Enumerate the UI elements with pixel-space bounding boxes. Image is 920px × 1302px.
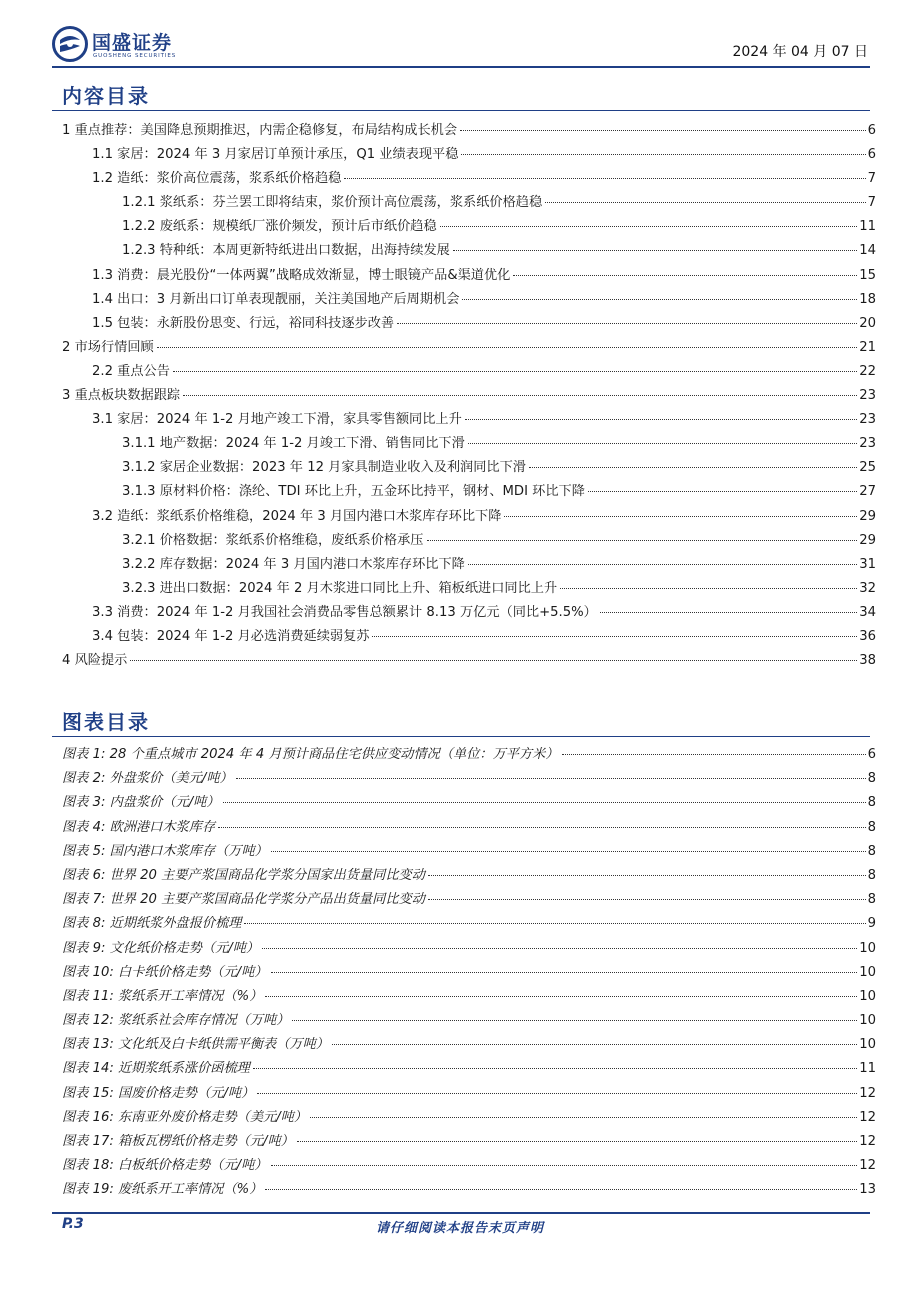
entry-label: 图表 4: 欧洲港口木浆库存: [62, 819, 216, 835]
entry-label: 1.2 造纸：浆价高位震荡，浆系纸价格趋稳: [92, 171, 342, 187]
entry-page: 8: [867, 771, 876, 787]
toc-entry[interactable]: [62, 456, 876, 480]
page-number: P.3: [62, 1216, 84, 1232]
toc-entry[interactable]: [62, 480, 876, 504]
entry-page: 12: [859, 1158, 876, 1174]
contents-divider: [52, 110, 870, 111]
entry-page: 27: [859, 484, 876, 500]
entry-page: 11: [859, 1061, 876, 1077]
entry-label: 3.1.2 家居企业数据：2023 年 12 月家具制造业收入及利润同比下滑: [122, 460, 526, 476]
entry-label: 图表 19: 废纸系开工率情况（%）: [62, 1182, 263, 1198]
entry-page: 12: [859, 1085, 876, 1101]
toc-entry[interactable]: [62, 432, 876, 456]
dot-leader: [223, 802, 866, 803]
entry-label: 图表 1: 28 个重点城市 2024 年 4 月预计商品住宅供应变动情况（单位：万平方米）: [62, 747, 559, 762]
figure-entry[interactable]: [62, 1033, 876, 1057]
entry-page: 8: [867, 843, 876, 859]
entry-page: 34: [859, 604, 876, 620]
entry-label: 图表 10: 白卡纸价格走势（元/吨）: [62, 964, 268, 980]
entry-label: 图表 14: 近期浆纸系涨价函梳理: [62, 1061, 250, 1077]
entry-label: 3.2.3 进出口数据：2024 年 2 月木浆进口同比上升、箱板纸进口同比上升: [122, 580, 558, 596]
dot-leader: [465, 419, 857, 420]
dot-leader: [292, 1020, 857, 1021]
entry-label: 图表 12: 浆纸系社会库存情况（万吨）: [62, 1013, 290, 1029]
figure-entry[interactable]: [62, 864, 876, 888]
toc-entry[interactable]: [62, 312, 876, 336]
dot-leader: [460, 130, 866, 131]
entry-page: 36: [859, 628, 876, 644]
entry-label: 图表 8: 近期纸浆外盘报价梳理: [62, 916, 242, 932]
entry-page: 6: [867, 747, 876, 762]
dot-leader: [513, 275, 857, 276]
toc-entry[interactable]: [62, 601, 876, 625]
dot-leader: [265, 996, 857, 997]
entry-label: 4 风险提示: [62, 653, 128, 669]
figure-entry[interactable]: [62, 840, 876, 864]
entry-page: 29: [859, 532, 876, 548]
toc-entry[interactable]: [62, 336, 876, 360]
entry-page: 20: [859, 315, 876, 331]
entry-page: 8: [867, 819, 876, 835]
dot-leader: [461, 154, 865, 155]
entry-label: 图表 2: 外盘浆价（美元/吨）: [62, 771, 233, 787]
entry-label: 3.3 消费：2024 年 1-2 月我国社会消费品零售总额累计 8.13 万亿元（同比+5.5%）: [92, 604, 597, 620]
toc-entry[interactable]: [62, 649, 876, 673]
entry-label: 3.1.3 原材料价格：涤纶、TDI 环比上升，五金环比持平，钢材、MDI 环比下降: [122, 484, 585, 500]
entry-label: 2.2 重点公告: [92, 363, 170, 379]
entry-page: 21: [859, 339, 876, 355]
toc-entry[interactable]: [62, 553, 876, 577]
dot-leader: [468, 443, 857, 444]
figure-entry[interactable]: [62, 1178, 876, 1202]
dot-leader: [428, 875, 866, 876]
entry-label: 图表 17: 箱板瓦楞纸价格走势（元/吨）: [62, 1134, 294, 1149]
entry-page: 10: [859, 1013, 876, 1029]
entry-page: 11: [859, 219, 876, 235]
figure-entry[interactable]: [62, 1009, 876, 1033]
dot-leader: [332, 1044, 857, 1045]
dot-leader: [453, 250, 857, 251]
entry-label: 3.4 包装：2024 年 1-2 月必选消费延续弱复苏: [92, 628, 370, 644]
brand-name-en: GUOSHENG SECURITIES: [93, 53, 177, 59]
figure-entry[interactable]: [62, 743, 876, 767]
dot-leader: [257, 1093, 857, 1094]
dot-leader: [545, 202, 865, 203]
dot-leader: [372, 636, 857, 637]
figure-entry[interactable]: [62, 985, 876, 1009]
figure-entry[interactable]: [62, 937, 876, 961]
entry-page: 13: [859, 1182, 876, 1198]
entry-page: 25: [859, 460, 876, 476]
dot-leader: [271, 851, 866, 852]
entry-page: 23: [859, 388, 876, 404]
entry-page: 9: [867, 916, 876, 932]
toc-entry[interactable]: [62, 264, 876, 288]
toc-entry[interactable]: [62, 505, 876, 529]
figures-divider: [52, 736, 870, 737]
footer-disclaimer: 请仔细阅读本报告末页声明: [375, 1221, 544, 1236]
entry-label: 3.2 造纸：浆纸系价格维稳，2024 年 3 月国内港口木浆库存环比下降: [92, 508, 502, 524]
figure-entry[interactable]: [62, 1057, 876, 1081]
entry-label: 图表 15: 国废价格走势（元/吨）: [62, 1085, 255, 1101]
entry-page: 31: [859, 556, 876, 572]
entry-page: 6: [867, 123, 876, 138]
toc-entry[interactable]: [62, 215, 876, 239]
page-header: [52, 26, 870, 68]
footer-divider: [52, 1212, 870, 1214]
entry-label: 1 重点推荐：美国降息预期推迟，内需企稳修复，布局结构成长机会: [62, 123, 458, 138]
entry-label: 图表 11: 浆纸系开工率情况（%）: [62, 988, 263, 1004]
dot-leader: [236, 778, 866, 779]
brand-name: 国盛证券: [92, 32, 173, 54]
entry-label: 3.1.1 地产数据：2024 年 1-2 月竣工下滑、销售同比下滑: [122, 436, 465, 452]
toc-entry[interactable]: [62, 143, 876, 167]
entry-label: 1.2.2 废纸系：规模纸厂涨价频发，预计后市纸价趋稳: [122, 219, 437, 235]
entry-page: 10: [859, 964, 876, 980]
dot-leader: [244, 923, 865, 924]
entry-page: 14: [859, 243, 876, 259]
entry-label: 图表 5: 国内港口木浆库存（万吨）: [62, 843, 268, 859]
entry-label: 图表 9: 文化纸价格走势（元/吨）: [62, 940, 260, 956]
figure-entry[interactable]: [62, 1106, 876, 1130]
entry-label: 1.1 家居：2024 年 3 月家居订单预计承压，Q1 业绩表现平稳: [92, 147, 459, 163]
contents-title: 内容目录: [62, 84, 150, 108]
dot-leader: [183, 395, 857, 396]
entry-label: 3.2.1 价格数据：浆纸系价格维稳，废纸系价格承压: [122, 532, 424, 548]
entry-page: 23: [859, 412, 876, 428]
dot-leader: [529, 467, 857, 468]
toc-entry[interactable]: [62, 239, 876, 263]
dot-leader: [271, 972, 858, 973]
entry-label: 1.4 出口：3 月新出口订单表现靓丽，关注美国地产后周期机会: [92, 291, 460, 307]
entry-label: 1.5 包装：永新股份思变、行远，裕同科技逐步改善: [92, 315, 395, 331]
dot-leader: [265, 1189, 857, 1190]
dot-leader: [173, 371, 857, 372]
dot-leader: [297, 1141, 857, 1142]
entry-label: 1.2.1 浆纸系：芬兰罢工即将结束，浆价预计高位震荡，浆系纸价格趋稳: [122, 195, 543, 211]
dot-leader: [310, 1117, 857, 1118]
entry-page: 8: [867, 867, 876, 883]
entry-label: 图表 6: 世界 20 主要产浆国商品化学浆分国家出货量同比变动: [62, 867, 425, 883]
entry-page: 8: [867, 892, 876, 908]
toc-entry[interactable]: [62, 408, 876, 432]
entry-label: 图表 18: 白板纸价格走势（元/吨）: [62, 1158, 268, 1174]
entry-page: 7: [867, 195, 876, 211]
entry-page: 10: [859, 940, 876, 956]
entry-label: 3.1 家居：2024 年 1-2 月地产竣工下滑，家具零售额同比上升: [92, 412, 462, 428]
entry-label: 图表 7: 世界 20 主要产浆国商品化学浆分产品出货量同比变动: [62, 892, 425, 908]
entry-page: 10: [859, 988, 876, 1004]
toc-entry[interactable]: [62, 360, 876, 384]
dot-leader: [600, 612, 857, 613]
figures-title: 图表目录: [62, 710, 150, 734]
entry-page: 12: [859, 1134, 876, 1149]
entry-page: 7: [867, 171, 876, 187]
figure-entry[interactable]: [62, 912, 876, 936]
dot-leader: [428, 899, 866, 900]
entry-label: 1.3 消费：晨光股份“一体两翼”战略成效渐显，博士眼镜产品&渠道优化: [92, 267, 511, 283]
entry-label: 3 重点板块数据跟踪: [62, 388, 181, 404]
dot-leader: [560, 588, 857, 589]
toc-entry[interactable]: [62, 625, 876, 649]
entry-page: 12: [859, 1109, 876, 1125]
dot-leader: [130, 660, 857, 661]
figures-list: [62, 743, 876, 1203]
figure-entry[interactable]: [62, 888, 876, 912]
entry-page: 6: [867, 147, 876, 163]
entry-page: 38: [859, 653, 876, 669]
figure-entry[interactable]: [62, 1154, 876, 1178]
dot-leader: [562, 754, 866, 755]
toc-entry[interactable]: [62, 191, 876, 215]
entry-label: 图表 3: 内盘浆价（元/吨）: [62, 795, 220, 811]
dot-leader: [468, 564, 857, 565]
entry-page: 18: [859, 291, 876, 307]
toc-entry[interactable]: [62, 288, 876, 312]
entry-label: 图表 13: 文化纸及白卡纸供需平衡表（万吨）: [62, 1037, 329, 1053]
entry-page: 29: [859, 508, 876, 524]
dot-leader: [262, 948, 857, 949]
entry-label: 3.2.2 库存数据：2024 年 3 月国内港口木浆库存环比下降: [122, 556, 465, 572]
toc-entry[interactable]: [62, 119, 876, 143]
dot-leader: [397, 323, 857, 324]
toc-entry[interactable]: [62, 167, 876, 191]
figure-entry[interactable]: [62, 767, 876, 791]
report-date: 2024 年 04 月 07 日: [732, 44, 868, 60]
entry-label: 1.2.3 特种纸：本周更新特纸进出口数据，出海持续发展: [122, 243, 450, 259]
dot-leader: [157, 347, 858, 348]
figure-entry[interactable]: [62, 816, 876, 840]
dot-leader: [253, 1068, 857, 1069]
toc-entry[interactable]: [62, 384, 876, 408]
figure-entry[interactable]: [62, 961, 876, 985]
entry-page: 22: [859, 363, 876, 379]
dot-leader: [462, 299, 857, 300]
dot-leader: [271, 1165, 858, 1166]
toc-entry[interactable]: [62, 577, 876, 601]
figure-entry[interactable]: [62, 1130, 876, 1154]
guosheng-logo-icon: [52, 26, 88, 62]
entry-page: 15: [859, 267, 876, 283]
dot-leader: [440, 226, 858, 227]
entry-page: 23: [859, 436, 876, 452]
dot-leader: [588, 491, 857, 492]
entry-page: 32: [859, 580, 876, 596]
contents-list: [62, 119, 876, 673]
entry-label: 图表 16: 东南亚外废价格走势（美元/吨）: [62, 1109, 308, 1125]
dot-leader: [344, 178, 865, 179]
dot-leader: [427, 540, 858, 541]
entry-label: 2 市场行情回顾: [62, 339, 154, 355]
toc-entry[interactable]: [62, 529, 876, 553]
entry-page: 8: [867, 795, 876, 811]
figure-entry[interactable]: [62, 791, 876, 815]
entry-page: 10: [859, 1037, 876, 1053]
dot-leader: [218, 827, 866, 828]
header-divider: [52, 66, 870, 68]
figure-entry[interactable]: [62, 1082, 876, 1106]
dot-leader: [504, 516, 857, 517]
